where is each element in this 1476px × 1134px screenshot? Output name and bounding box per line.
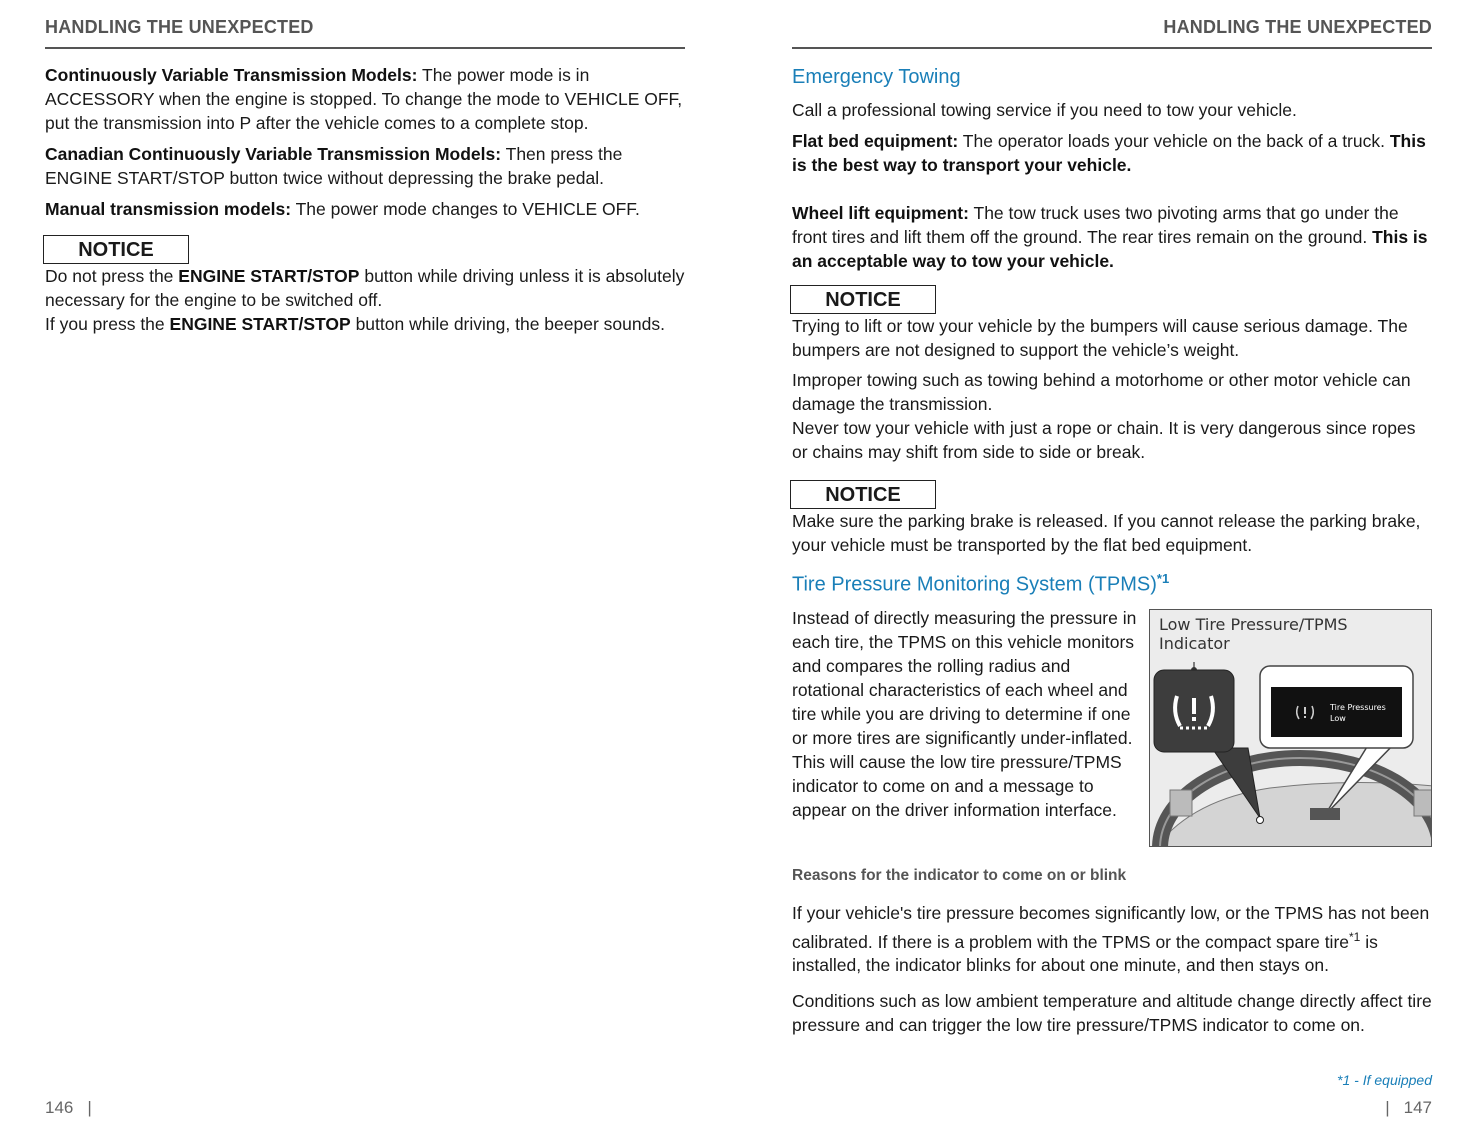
- notice-text: [792, 314, 1432, 464]
- para-label: Canadian Continuously Variable Transmission Models:: [45, 144, 502, 164]
- page-header: HANDLING THE UNEXPECTED: [792, 0, 1432, 49]
- para-text: The tow truck uses two pivoting arms that go under the front tires and lift them off the ground. The rear tires remain on the ground.: [792, 203, 1399, 247]
- left-content: [45, 49, 685, 336]
- cvt-paragraph: [45, 63, 685, 135]
- caption-line: Indicator: [1159, 633, 1230, 653]
- callout-point: [1257, 816, 1264, 823]
- separator: |: [87, 1098, 92, 1117]
- towing-intro: Call a professional towing service if you need to tow your vehicle.: [792, 100, 1297, 120]
- notice-paragraph: Trying to lift or tow your vehicle by the bumpers will cause serious damage. The bumpers are not designed to support the vehicle’s weight.: [792, 316, 1408, 360]
- section-title-towing: Emergency Towing: [792, 66, 961, 88]
- para-emphasis: This is the best way to transport your vehicle.: [792, 131, 1426, 175]
- para-label: Flat bed equipment:: [792, 131, 959, 151]
- para-text: The operator loads your vehicle on the back of a truck.: [958, 131, 1390, 151]
- tpms-paragraph: [792, 901, 1432, 978]
- dash-display-mini: [1310, 808, 1340, 820]
- notice-line: [45, 312, 685, 336]
- left-page: [45, 0, 685, 1134]
- para-text: The power mode changes to VEHICLE OFF.: [291, 199, 640, 219]
- subheading-reasons: Reasons for the indicator to come on or blink: [792, 866, 1127, 884]
- page-header: HANDLING THE UNEXPECTED: [45, 0, 685, 49]
- notice-box: NOTICE: [790, 285, 936, 314]
- notice-text: [792, 509, 1432, 557]
- driver-info-display: [1271, 687, 1402, 737]
- para-label: Wheel lift equipment:: [792, 203, 969, 223]
- flatbed-paragraph: [792, 129, 1432, 177]
- tpms-text: [792, 606, 1137, 822]
- para-text: The power mode is in ACCESSORY when the engine is stopped. To change the mode to VEHICLE OFF, put the transmission into P after the vehicle comes to a complete stop.: [45, 65, 683, 133]
- engine-button-ref: ENGINE START/STOP: [178, 266, 360, 286]
- notice-text: [45, 264, 685, 336]
- section-title-tpms: [792, 565, 1432, 599]
- air-vent: [1414, 790, 1432, 816]
- right-page: [792, 0, 1432, 1134]
- para-label: Continuously Variable Transmission Models:: [45, 65, 418, 85]
- display-line-2: Low: [1330, 713, 1346, 723]
- title-text: Tire Pressure Monitoring System (TPMS): [792, 573, 1157, 596]
- notice-box: NOTICE: [43, 235, 189, 264]
- page-number-value: 146: [45, 1098, 74, 1117]
- wheel-lift-paragraph: [792, 201, 1432, 273]
- text: button while driving, the beeper sounds.: [350, 314, 665, 334]
- para-text: Then press the ENGINE START/STOP button twice without depressing the brake pedal.: [45, 144, 623, 188]
- notice-paragraph: Improper towing such as towing behind a motorhome or other motor vehicle can damage the transmission.: [792, 370, 1411, 414]
- canadian-cvt-paragraph: [45, 142, 685, 190]
- footnote: *1 - If equipped: [1337, 1072, 1432, 1088]
- footnote-marker: *1: [1349, 929, 1361, 944]
- text: button while driving unless it is absolutely necessary for the engine to be switched off.: [45, 266, 685, 310]
- tpms-figure: [1149, 609, 1432, 847]
- manual-paragraph: [45, 197, 685, 221]
- right-content: [792, 49, 1432, 1037]
- footnote-marker: *1: [1156, 571, 1170, 586]
- notice-line: [45, 264, 685, 312]
- display-line-1: Tire Pressures: [1330, 702, 1386, 712]
- engine-button-ref: ENGINE START/STOP: [169, 314, 351, 334]
- page-number: [45, 1098, 106, 1118]
- tpms-paragraph: Conditions such as low ambient temperature and altitude change directly affect tire pressure and can trigger the low tire pressure/TPMS indicator to come on.: [792, 991, 1432, 1036]
- para-label: Manual transmission models:: [45, 199, 292, 219]
- text: is installed, the indicator blinks for about one minute, and then stays on.: [792, 931, 1378, 976]
- notice-paragraph: Never tow your vehicle with just a rope or chain. It is very dangerous since ropes or chains may shift from side to side or break.: [792, 418, 1416, 462]
- dashboard-illustration: [1150, 610, 1432, 847]
- notice-box: NOTICE: [790, 480, 936, 509]
- separator: |: [1385, 1098, 1390, 1117]
- text: If your vehicle's tire pressure becomes significantly low, or the TPMS has not been calibrated. If there is a problem with the TPMS or the compact spare tire: [792, 902, 1430, 952]
- text: If you press the: [45, 314, 170, 334]
- tpms-body: Instead of directly measuring the pressure in each tire, the TPMS on this vehicle monitors and compares the rolling radius and rotational characteristics of each wheel and tire while you are driving to determine if one or more tires are significantly under-inflated. This will cause the low tire pressure/TPMS indicator to come on and a message to appear on the driver information interface.: [792, 607, 1137, 820]
- text: Do not press the: [45, 266, 179, 286]
- page-number-value: 147: [1403, 1098, 1432, 1117]
- para-emphasis: This is an acceptable way to tow your vehicle.: [792, 227, 1428, 271]
- tpms-row: [792, 606, 1432, 847]
- notice-paragraph: Make sure the parking brake is released. If you cannot release the parking brake, your vehicle must be transported by the flat bed equipment.: [792, 511, 1421, 555]
- air-vent: [1170, 790, 1192, 816]
- caption-line: Low Tire Pressure/TPMS: [1159, 614, 1348, 634]
- page-number: [1371, 1098, 1432, 1118]
